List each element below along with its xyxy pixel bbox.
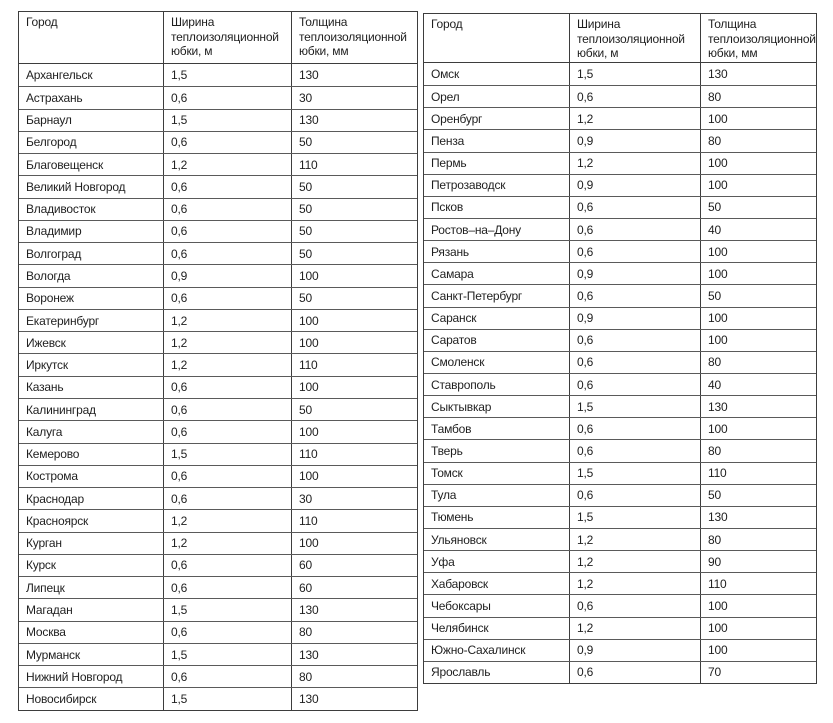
- city-cell: Красноярск: [26, 513, 89, 528]
- skirt-thickness-cell: 100: [700, 153, 816, 174]
- table-row: [424, 107, 816, 129]
- city-cell: Псков: [431, 200, 464, 215]
- city-cell: Тула: [431, 488, 457, 503]
- table-row: [424, 594, 816, 616]
- table-row: [424, 462, 816, 484]
- skirt-width-cell: 0,6: [569, 241, 700, 262]
- city-cell: Иркутск: [26, 358, 68, 373]
- city-cell: Чебоксары: [431, 598, 491, 613]
- skirt-thickness-cell: 50: [700, 285, 816, 306]
- city-cell: Ижевск: [26, 335, 66, 350]
- skirt-thickness-cell: 50: [291, 399, 417, 420]
- city-cell: Санкт-Петербург: [431, 288, 523, 303]
- skirt-width-cell: 1,2: [163, 310, 291, 331]
- city-cell: Оренбург: [431, 111, 483, 126]
- table-row: [19, 509, 417, 531]
- city-cell: Владимир: [26, 224, 82, 239]
- table-row: [424, 528, 816, 550]
- table-row: [424, 284, 816, 306]
- skirt-width-cell: 1,2: [163, 354, 291, 375]
- city-cell: Курск: [26, 558, 56, 573]
- table-row: [424, 174, 816, 196]
- skirt-width-cell: 1,2: [569, 551, 700, 572]
- city-cell: Липецк: [26, 580, 65, 595]
- city-cell: Смоленск: [431, 355, 485, 370]
- skirt-thickness-cell: 100: [291, 265, 417, 286]
- table-row: [19, 331, 417, 353]
- skirt-width-cell: 1,2: [569, 108, 700, 129]
- table-row: [19, 264, 417, 286]
- skirt-thickness-cell: 60: [291, 555, 417, 576]
- table-row: [19, 220, 417, 242]
- city-cell: Волгоград: [26, 246, 82, 261]
- skirt-width-cell: 0,6: [163, 666, 291, 687]
- table-row: [424, 484, 816, 506]
- skirt-thickness-cell: 110: [700, 463, 816, 484]
- skirt-thickness-cell: 50: [291, 221, 417, 242]
- skirt-width-cell: 1,2: [569, 573, 700, 594]
- table-left: [18, 11, 418, 711]
- skirt-thickness-cell: 110: [291, 354, 417, 375]
- skirt-thickness-cell: 50: [291, 288, 417, 309]
- table-row: [19, 487, 417, 509]
- skirt-thickness-cell: 100: [291, 533, 417, 554]
- skirt-thickness-cell: 80: [291, 666, 417, 687]
- table-row: [19, 576, 417, 598]
- city-cell: Пермь: [431, 156, 467, 171]
- city-cell: Челябинск: [431, 621, 489, 636]
- skirt-thickness-cell: 100: [700, 330, 816, 351]
- city-cell: Саранск: [431, 311, 477, 326]
- skirt-width-cell: 1,2: [163, 533, 291, 554]
- skirt-width-cell: 1,2: [569, 529, 700, 550]
- skirt-width-cell: 0,6: [163, 466, 291, 487]
- table-left-header-row: [19, 12, 417, 64]
- skirt-width-cell: 0,6: [163, 243, 291, 264]
- table-row: [19, 532, 417, 554]
- skirt-width-cell: 0,6: [569, 595, 700, 616]
- table-row: [424, 329, 816, 351]
- table-row: [424, 550, 816, 572]
- skirt-width-cell: 0,6: [569, 86, 700, 107]
- skirt-width-cell: 0,6: [163, 622, 291, 643]
- skirt-width-cell: 0,6: [569, 352, 700, 373]
- table-row: [424, 196, 816, 218]
- city-cell: Казань: [26, 380, 64, 395]
- skirt-width-cell: 0,6: [569, 662, 700, 683]
- city-cell: Вологда: [26, 269, 71, 284]
- skirt-thickness-cell: 50: [291, 199, 417, 220]
- skirt-width-cell: 0,9: [569, 175, 700, 196]
- table-row: [424, 307, 816, 329]
- city-cell: Екатеринбург: [26, 313, 100, 328]
- city-cell: Краснодар: [26, 491, 84, 506]
- city-cell: Благовещенск: [26, 157, 104, 172]
- skirt-thickness-cell: 110: [291, 510, 417, 531]
- skirt-width-cell: 0,6: [569, 330, 700, 351]
- table-left-body: [19, 64, 417, 710]
- skirt-thickness-cell: 100: [700, 308, 816, 329]
- skirt-thickness-cell: 100: [700, 263, 816, 284]
- city-cell: Астрахань: [26, 90, 83, 105]
- skirt-width-cell: 0,9: [163, 265, 291, 286]
- skirt-width-cell: 0,6: [163, 221, 291, 242]
- city-cell: Кемерово: [26, 447, 80, 462]
- skirt-width-cell: 1,2: [569, 618, 700, 639]
- table-row: [424, 351, 816, 373]
- skirt-thickness-cell: 80: [700, 352, 816, 373]
- table-row: [19, 153, 417, 175]
- skirt-thickness-cell: 60: [291, 577, 417, 598]
- table-row: [19, 443, 417, 465]
- city-cell: Воронеж: [26, 291, 74, 306]
- skirt-thickness-cell: 80: [291, 622, 417, 643]
- city-cell: Барнаул: [26, 113, 72, 128]
- column-header-skirt-thickness: Толщина теплоизоляционной юбки, мм: [291, 12, 417, 63]
- skirt-thickness-cell: 130: [700, 63, 816, 85]
- city-cell: Уфа: [431, 554, 455, 569]
- skirt-width-cell: 0,6: [569, 418, 700, 439]
- skirt-width-cell: 0,6: [163, 577, 291, 598]
- skirt-width-cell: 0,6: [569, 197, 700, 218]
- skirt-width-cell: 1,5: [569, 63, 700, 85]
- skirt-width-cell: 0,9: [569, 263, 700, 284]
- skirt-thickness-cell: 100: [700, 618, 816, 639]
- table-row: [424, 417, 816, 439]
- column-header-city: Город: [26, 15, 58, 29]
- city-cell: Владивосток: [26, 202, 96, 217]
- column-header-skirt-thickness: Толщина теплоизоляционной юбки, мм: [700, 14, 816, 62]
- table-row: [19, 198, 417, 220]
- table-row: [19, 554, 417, 576]
- skirt-width-cell: 0,9: [569, 308, 700, 329]
- table-row: [19, 643, 417, 665]
- skirt-thickness-cell: 80: [700, 86, 816, 107]
- skirt-thickness-cell: 30: [291, 87, 417, 108]
- table-row: [424, 617, 816, 639]
- skirt-width-cell: 1,5: [569, 463, 700, 484]
- table-row: [19, 465, 417, 487]
- skirt-thickness-cell: 130: [700, 507, 816, 528]
- table-row: [19, 64, 417, 86]
- city-cell: Южно-Сахалинск: [431, 643, 526, 658]
- table-row: [19, 598, 417, 620]
- skirt-width-cell: 1,2: [163, 332, 291, 353]
- skirt-thickness-cell: 100: [700, 108, 816, 129]
- table-row: [19, 376, 417, 398]
- city-cell: Калуга: [26, 424, 63, 439]
- column-header-skirt-width: Ширина теплоизоляционной юбки, м: [569, 14, 700, 62]
- skirt-width-cell: 0,6: [163, 488, 291, 509]
- skirt-width-cell: 0,6: [163, 199, 291, 220]
- table-row: [19, 109, 417, 131]
- city-cell: Ярославль: [431, 665, 491, 680]
- skirt-thickness-cell: 70: [700, 662, 816, 683]
- table-row: [19, 687, 417, 709]
- skirt-width-cell: 1,5: [569, 507, 700, 528]
- city-cell: Великий Новгород: [26, 179, 126, 194]
- table-row: [424, 395, 816, 417]
- skirt-thickness-cell: 50: [291, 243, 417, 264]
- skirt-thickness-cell: 110: [700, 573, 816, 594]
- city-cell: Омск: [431, 67, 460, 82]
- table-row: [424, 572, 816, 594]
- table-row: [19, 398, 417, 420]
- table-row: [19, 131, 417, 153]
- city-cell: Архангельск: [26, 68, 93, 83]
- table-row: [424, 661, 816, 683]
- skirt-thickness-cell: 50: [291, 132, 417, 153]
- skirt-thickness-cell: 100: [700, 241, 816, 262]
- skirt-width-cell: 1,5: [163, 599, 291, 620]
- table-row: [19, 175, 417, 197]
- skirt-width-cell: 0,6: [569, 485, 700, 506]
- skirt-width-cell: 0,6: [163, 87, 291, 108]
- skirt-thickness-cell: 100: [291, 377, 417, 398]
- skirt-thickness-cell: 40: [700, 219, 816, 240]
- city-cell: Новосибирск: [26, 692, 97, 707]
- skirt-thickness-cell: 100: [291, 466, 417, 487]
- city-cell: Курган: [26, 536, 62, 551]
- city-cell: Нижний Новгород: [26, 669, 123, 684]
- table-row: [424, 373, 816, 395]
- skirt-width-cell: 1,5: [163, 644, 291, 665]
- skirt-thickness-cell: 100: [291, 310, 417, 331]
- city-cell: Белгород: [26, 135, 77, 150]
- skirt-thickness-cell: 90: [700, 551, 816, 572]
- skirt-thickness-cell: 100: [700, 175, 816, 196]
- table-row: [19, 420, 417, 442]
- skirt-thickness-cell: 50: [700, 485, 816, 506]
- skirt-thickness-cell: 110: [291, 444, 417, 465]
- table-right-header-row: [424, 14, 816, 63]
- column-header-skirt-width: Ширина теплоизоляционной юбки, м: [163, 12, 291, 63]
- table-row: [19, 353, 417, 375]
- skirt-width-cell: 0,6: [163, 377, 291, 398]
- skirt-thickness-cell: 100: [700, 640, 816, 661]
- table-row: [424, 639, 816, 661]
- skirt-thickness-cell: 130: [291, 110, 417, 131]
- table-row: [424, 85, 816, 107]
- city-cell: Орел: [431, 89, 460, 104]
- city-cell: Тюмень: [431, 510, 474, 525]
- city-cell: Петрозаводск: [431, 178, 506, 193]
- skirt-width-cell: 0,6: [163, 399, 291, 420]
- table-right: [423, 13, 817, 684]
- city-cell: Магадан: [26, 603, 73, 617]
- table-row: [19, 287, 417, 309]
- skirt-thickness-cell: 130: [291, 599, 417, 620]
- table-row: [424, 218, 816, 240]
- skirt-thickness-cell: 130: [700, 396, 816, 417]
- table-row: [424, 129, 816, 151]
- skirt-thickness-cell: 80: [700, 130, 816, 151]
- skirt-width-cell: 1,2: [569, 153, 700, 174]
- column-header-city: Город: [431, 17, 463, 31]
- skirt-thickness-cell: 130: [291, 688, 417, 709]
- city-cell: Хабаровск: [431, 576, 488, 591]
- city-cell: Ульяновск: [431, 532, 487, 547]
- city-cell: Кострома: [26, 469, 78, 484]
- skirt-width-cell: 0,6: [163, 288, 291, 309]
- city-cell: Москва: [26, 625, 66, 640]
- table-row: [424, 506, 816, 528]
- table-row: [424, 262, 816, 284]
- skirt-width-cell: 1,5: [163, 444, 291, 465]
- skirt-width-cell: 1,5: [163, 688, 291, 709]
- skirt-width-cell: 1,2: [163, 510, 291, 531]
- table-row: [19, 665, 417, 687]
- skirt-thickness-cell: 130: [291, 644, 417, 665]
- skirt-thickness-cell: 110: [291, 154, 417, 175]
- skirt-thickness-cell: 130: [291, 64, 417, 86]
- city-cell: Калининград: [26, 402, 96, 417]
- skirt-thickness-cell: 30: [291, 488, 417, 509]
- skirt-thickness-cell: 40: [700, 374, 816, 395]
- city-cell: Ростов–на–Дону: [431, 222, 521, 237]
- city-cell: Сыктывкар: [431, 399, 492, 414]
- skirt-width-cell: 0,6: [569, 219, 700, 240]
- skirt-thickness-cell: 50: [291, 176, 417, 197]
- table-row: [424, 240, 816, 262]
- skirt-thickness-cell: 100: [700, 595, 816, 616]
- skirt-width-cell: 0,6: [163, 132, 291, 153]
- skirt-width-cell: 0,9: [569, 640, 700, 661]
- city-cell: Рязань: [431, 244, 469, 259]
- table-right-body: [424, 63, 816, 683]
- table-row: [19, 86, 417, 108]
- city-cell: Саратов: [431, 333, 477, 348]
- table-row: [19, 242, 417, 264]
- skirt-thickness-cell: 100: [291, 421, 417, 442]
- city-cell: Пенза: [431, 133, 465, 148]
- skirt-width-cell: 0,6: [163, 555, 291, 576]
- skirt-thickness-cell: 50: [700, 197, 816, 218]
- skirt-width-cell: 0,6: [569, 285, 700, 306]
- table-row: [19, 621, 417, 643]
- city-cell: Ставрополь: [431, 377, 496, 392]
- city-cell: Томск: [431, 466, 463, 481]
- city-cell: Тверь: [431, 443, 463, 458]
- skirt-width-cell: 0,6: [569, 440, 700, 461]
- table-row: [424, 152, 816, 174]
- skirt-width-cell: 1,5: [569, 396, 700, 417]
- skirt-width-cell: 0,6: [569, 374, 700, 395]
- skirt-width-cell: 1,2: [163, 154, 291, 175]
- skirt-width-cell: 0,6: [163, 176, 291, 197]
- skirt-thickness-cell: 80: [700, 440, 816, 461]
- table-row: [424, 63, 816, 85]
- table-row: [424, 439, 816, 461]
- city-cell: Мурманск: [26, 647, 80, 662]
- skirt-width-cell: 1,5: [163, 64, 291, 86]
- skirt-width-cell: 1,5: [163, 110, 291, 131]
- skirt-width-cell: 0,9: [569, 130, 700, 151]
- skirt-width-cell: 0,6: [163, 421, 291, 442]
- table-row: [19, 309, 417, 331]
- skirt-thickness-cell: 100: [291, 332, 417, 353]
- skirt-thickness-cell: 100: [700, 418, 816, 439]
- city-cell: Самара: [431, 266, 474, 281]
- city-cell: Тамбов: [431, 421, 472, 436]
- skirt-thickness-cell: 80: [700, 529, 816, 550]
